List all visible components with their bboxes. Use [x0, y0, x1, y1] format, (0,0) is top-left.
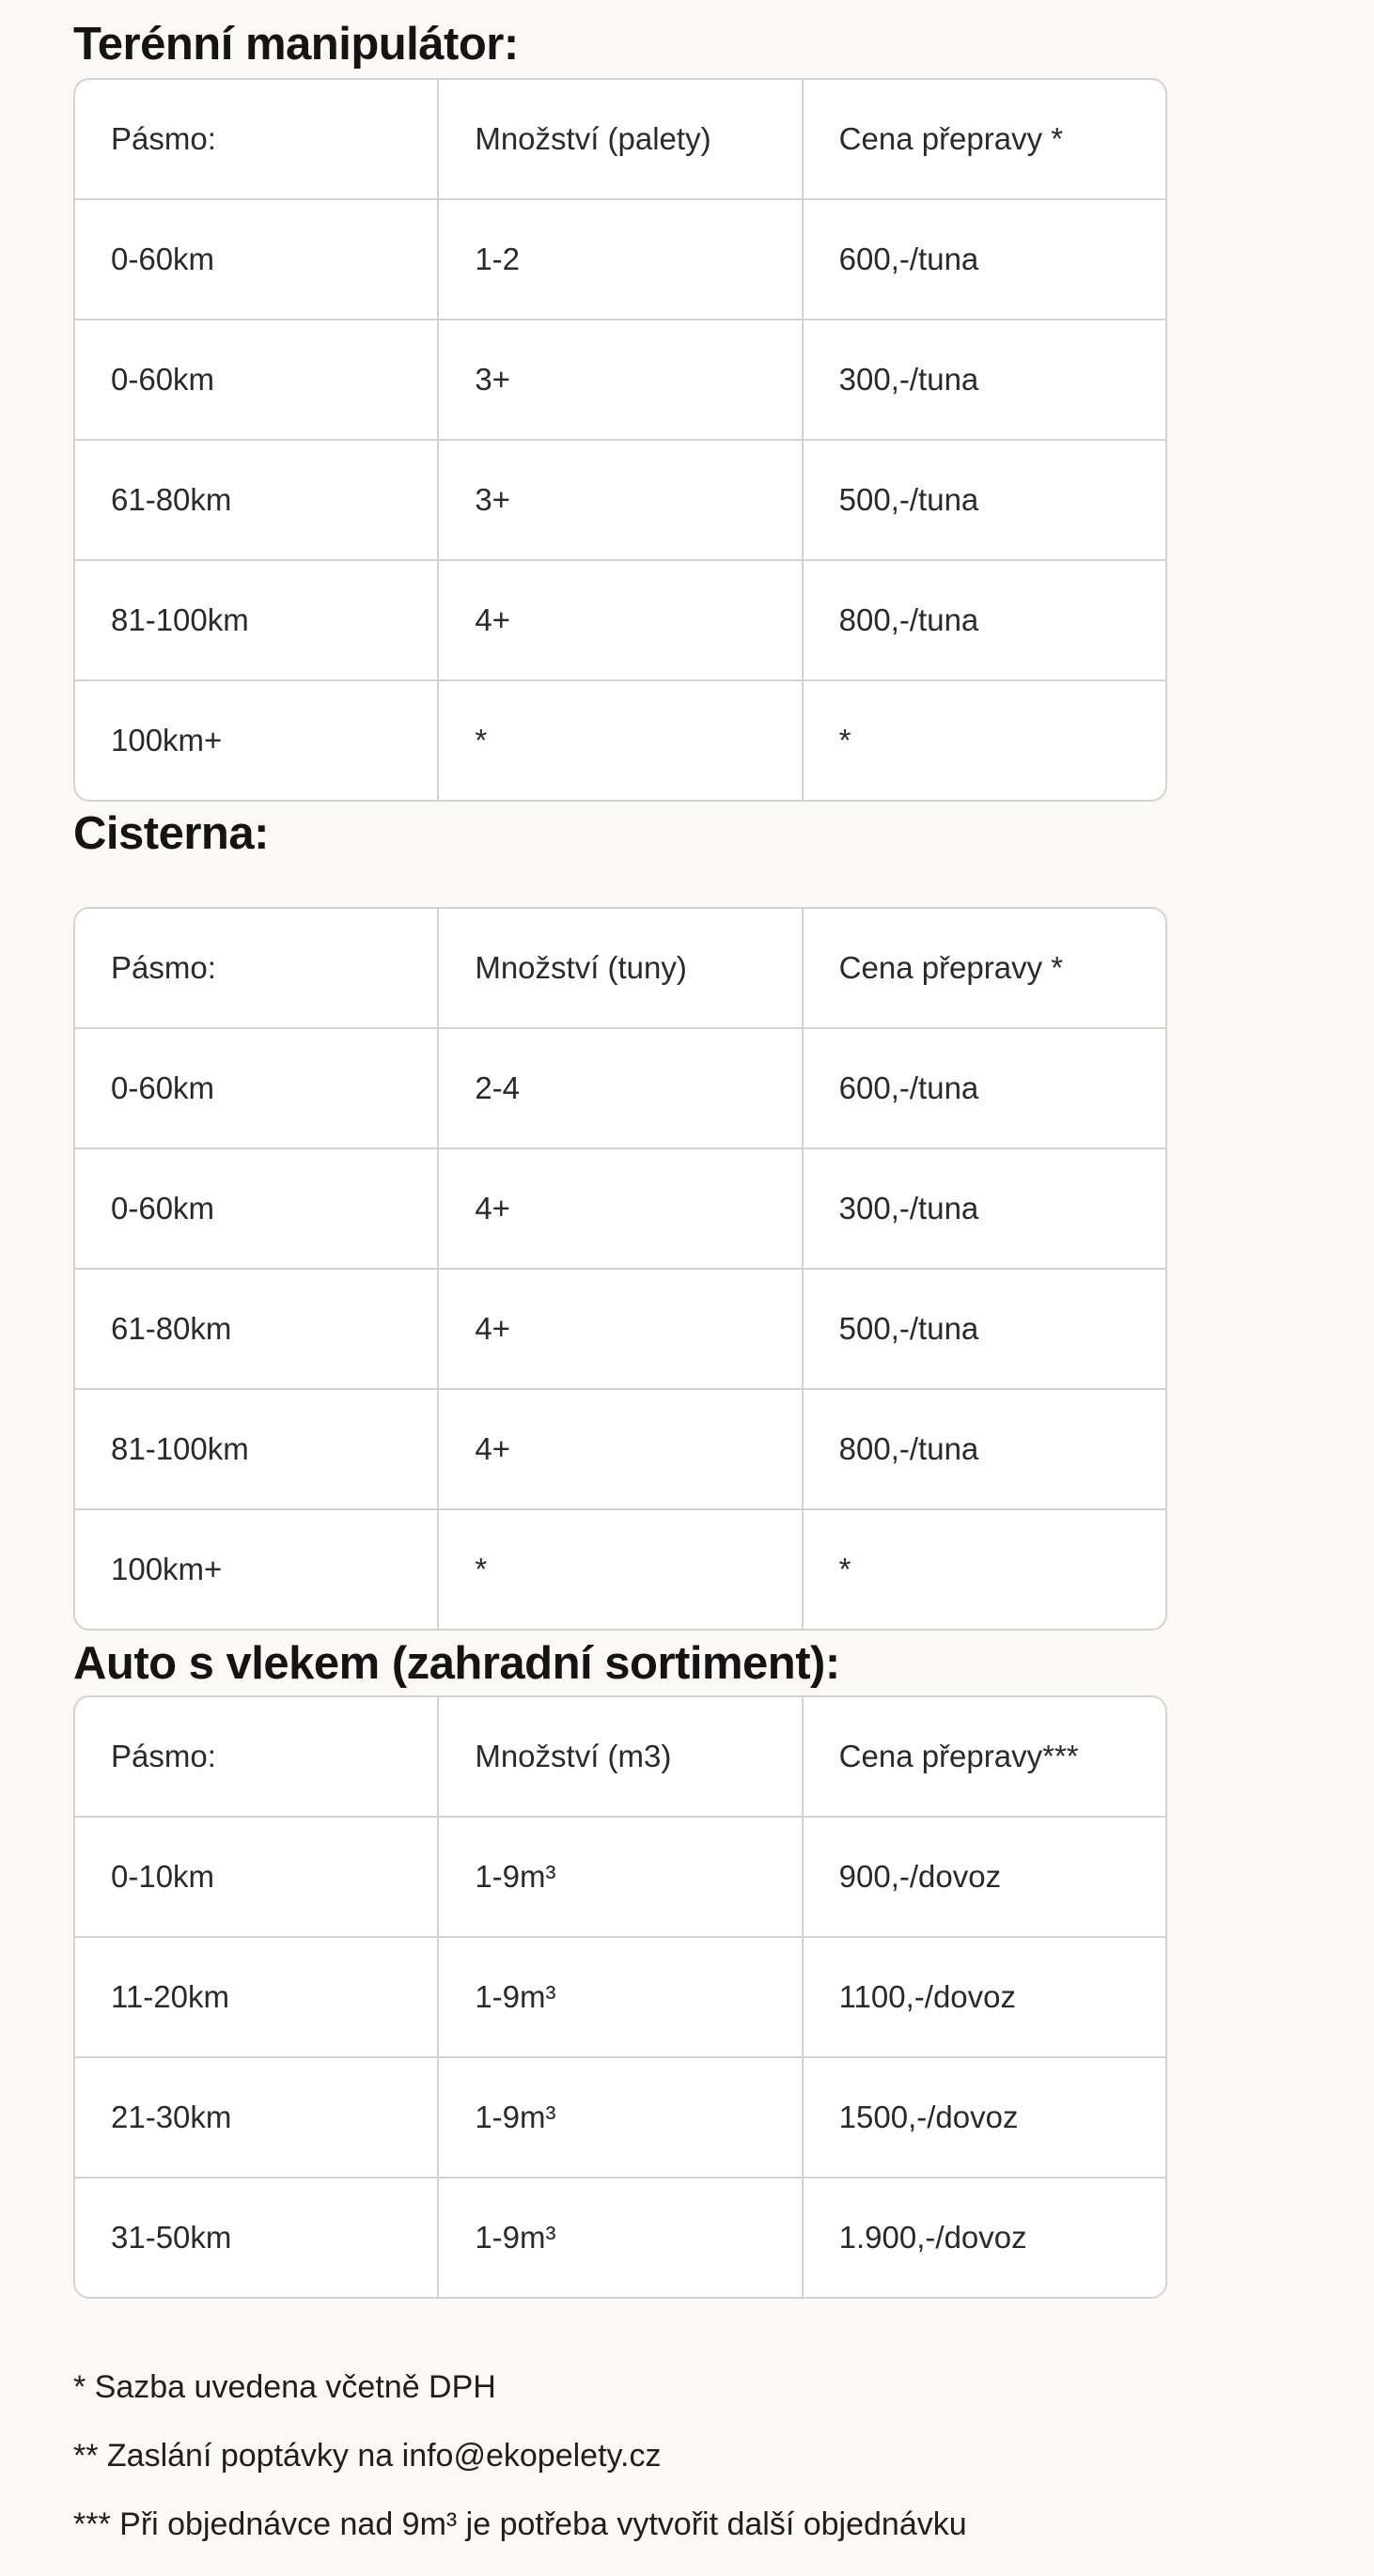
cell-price: 1100,-/dovoz [838, 1979, 1017, 2014]
table-row [75, 1029, 1165, 1149]
cell-quantity: 4+ [439, 1149, 803, 1268]
section-title-teren-manipulator: Terénní manipulátor: [73, 19, 519, 70]
cell-zone: 21-30km [75, 2058, 439, 2177]
cell-zone: 11-20km [75, 1938, 439, 2056]
cell-price: 300,-/tuna [838, 362, 979, 397]
header-cell-quantity: Množství (palety) [439, 80, 803, 198]
table-row [75, 2178, 1165, 2297]
cell-zone: 100km+ [75, 1510, 439, 1629]
table-row [75, 2058, 1165, 2178]
cell-zone: 100km+ [75, 681, 439, 800]
cell-zone: 0-60km [75, 1029, 439, 1147]
cell-quantity: * [439, 1510, 803, 1629]
cell-quantity: 4+ [439, 1390, 803, 1508]
header-cell-price: Cena přepravy * [838, 121, 1064, 156]
cell-quantity: 2-4 [439, 1029, 803, 1147]
cell-quantity: 1-9m³ [439, 1938, 803, 2056]
cell-price: * [838, 1552, 851, 1586]
cell-price: 1500,-/dovoz [838, 2100, 1019, 2134]
cell-zone: 31-50km [75, 2178, 439, 2297]
cell-zone: 0-10km [75, 1818, 439, 1936]
cell-price: 500,-/tuna [838, 482, 979, 517]
cell-quantity: 1-9m³ [439, 1818, 803, 1936]
cell-zone: 61-80km [75, 441, 439, 559]
cell-quantity: 1-9m³ [439, 2058, 803, 2177]
cell-zone: 81-100km [75, 1390, 439, 1508]
footnote-order-limit: *** Při objednávce nad 9m³ je potřeba vytvořit další objednávku [73, 2506, 967, 2542]
header-cell-zone: Pásmo: [75, 80, 439, 198]
cell-price: 900,-/dovoz [838, 1859, 1002, 1894]
cell-price: 500,-/tuna [838, 1311, 979, 1346]
header-cell-zone: Pásmo: [75, 1697, 439, 1816]
table-row [75, 320, 1165, 441]
cell-quantity: 3+ [439, 320, 803, 439]
header-cell-price: Cena přepravy * [838, 950, 1064, 985]
footnote-vat: * Sazba uvedena včetně DPH [73, 2369, 496, 2405]
cell-zone: 0-60km [75, 200, 439, 319]
cell-price: 600,-/tuna [838, 242, 979, 276]
table-row [75, 1818, 1165, 1938]
table-row [75, 1390, 1165, 1510]
table-row [75, 561, 1165, 681]
section-title-cisterna: Cisterna: [73, 808, 269, 859]
price-table-auto-s-vlekem [73, 1695, 1167, 2299]
table-header-row [75, 80, 1165, 200]
table-header-row [75, 1697, 1165, 1818]
cell-quantity: 3+ [439, 441, 803, 559]
table-header-row [75, 909, 1165, 1029]
table-row [75, 681, 1165, 800]
cell-price: 800,-/tuna [838, 602, 979, 637]
table-row [75, 1270, 1165, 1390]
table-row [75, 1149, 1165, 1270]
table-row [75, 200, 1165, 320]
header-cell-quantity: Množství (m3) [439, 1697, 803, 1816]
cell-price: 1.900,-/dovoz [838, 2220, 1027, 2255]
cell-price: 300,-/tuna [838, 1191, 979, 1226]
cell-quantity: * [439, 681, 803, 800]
cell-price: * [838, 723, 851, 757]
cell-price: 800,-/tuna [838, 1431, 979, 1466]
header-cell-price: Cena přepravy*** [838, 1739, 1079, 1773]
header-cell-zone: Pásmo: [75, 909, 439, 1027]
cell-quantity: 4+ [439, 561, 803, 679]
cell-zone: 0-60km [75, 1149, 439, 1268]
header-cell-quantity: Množství (tuny) [439, 909, 803, 1027]
table-row [75, 1510, 1165, 1629]
price-table-teren-manipulator [73, 78, 1167, 802]
price-table-cisterna [73, 907, 1167, 1631]
cell-price: 600,-/tuna [838, 1070, 979, 1105]
cell-zone: 0-60km [75, 320, 439, 439]
cell-zone: 61-80km [75, 1270, 439, 1388]
cell-quantity: 1-2 [439, 200, 803, 319]
table-row [75, 441, 1165, 561]
footnote-inquiry-email: ** Zaslání poptávky na info@ekopelety.cz [73, 2438, 662, 2474]
table-row [75, 1938, 1165, 2058]
section-title-auto-s-vlekem: Auto s vlekem (zahradní sortiment): [73, 1638, 840, 1689]
cell-quantity: 4+ [439, 1270, 803, 1388]
cell-quantity: 1-9m³ [439, 2178, 803, 2297]
cell-zone: 81-100km [75, 561, 439, 679]
